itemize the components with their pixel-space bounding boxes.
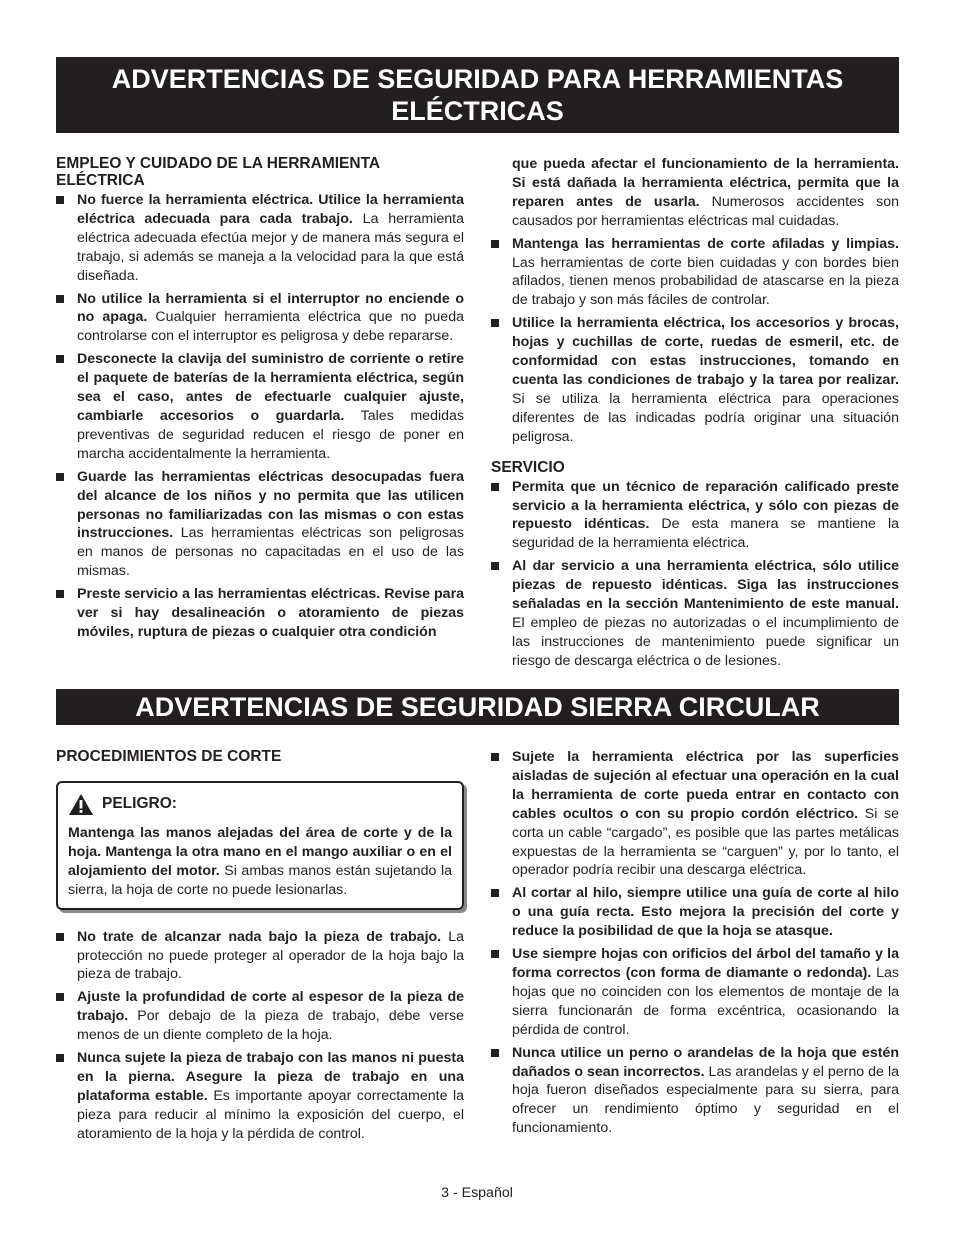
bullet-square-icon (491, 319, 499, 327)
page-footer: 3 - Español (441, 1185, 513, 1201)
bullet-square-icon (56, 473, 64, 481)
column-4 (491, 748, 899, 1142)
bullet-square-icon (491, 483, 499, 491)
tool-use-care-list (56, 191, 464, 642)
list-item: Al dar servicio a una herramienta eléctrica, sólo utilice piezas de repuesto idénticas. Siga las instrucciones señaladas en la sección Mantenimiento de este manual. El empleo de piezas no autorizadas o el incumplimiento de las instrucciones de mantenimiento puede significar un riesgo de descarga eléctrica o de lesiones. (491, 557, 899, 670)
list-item: No trate de alcanzar nada bajo la pieza de trabajo. La protección no puede proteger al operador de la hoja bajo la pieza de trabajo. (56, 928, 464, 985)
warning-triangle-icon (68, 793, 94, 816)
danger-warning-box (56, 781, 464, 910)
cutting-procedures-list (56, 928, 464, 1144)
bullet-square-icon (491, 1049, 499, 1057)
bullet-square-icon (56, 933, 64, 941)
bullet-square-icon (56, 355, 64, 363)
list-item: Ajuste la profundidad de corte al espesor de la pieza de trabajo. Por debajo de la pieza de trabajo, debe verse menos de un diente completo de la hoja. (56, 988, 464, 1045)
heading-cutting-procedures: PROCEDIMIENTOS DE CORTE (56, 748, 282, 765)
list-item: Use siempre hojas con orificios del árbol del tamaño y la forma correctos (con forma de diamante o redonda). Las hojas que no coinciden con los elementos de montaje de la sierra funcionarán de forma excéntrica, ocasionando la pérdida de control. (491, 945, 899, 1040)
heading-tool-use-care: EMPLEO Y CUIDADO DE LA HERRAMIENTA ELÉCTRICA (56, 155, 380, 189)
bullet-square-icon (56, 590, 64, 598)
list-item: Al cortar al hilo, siempre utilice una guía de corte al hilo o una guía recta. Esto mejora la precisión del corte y reduce la posibilidad de que la hoja se atasque. (491, 884, 899, 941)
heading-service: SERVICIO (491, 458, 565, 476)
warning-header (68, 793, 452, 816)
list-item: Desconecte la clavija del suministro de corriente o retire el paquete de baterías de la herramienta eléctrica, según sea el caso, antes de efectuarle cualquier ajuste, cambiarle accesorios o guardarla. Tales medidas preventivas de seguridad reducen el riesgo de poner en marcha accidentalmente la herramienta. (56, 350, 464, 463)
bullet-square-icon (56, 295, 64, 303)
column-1 (56, 155, 464, 646)
bullet-square-icon (491, 753, 499, 761)
list-item: No utilice la herramienta si el interruptor no enciende o no apaga. Cualquier herramienta eléctrica que no pueda controlarse con el interruptor es peligrosa y debe repararse. (56, 290, 464, 347)
warning-text: Mantenga las manos alejadas del área de corte y de la hoja. Mantenga la otra mano en el mango auxiliar o en el alojamiento del motor. Si ambas manos están sujetando la sierra, la hoja de corte no puede lesionarlas. (68, 825, 452, 898)
column-2 (491, 155, 899, 675)
cutting-procedures-list-continued (491, 748, 899, 1138)
bullet-square-icon (56, 196, 64, 204)
list-item: Nunca utilice un perno o arandelas de la hoja que estén dañados o sean incorrectos. Las arandelas y el perno de la hoja fueron diseñados especialmente para su sierra, para ofrecer un rendimiento óptimo y seguridad en el funcionamiento. (491, 1044, 899, 1139)
list-item: Sujete la herramienta eléctrica por las superficies aisladas de sujeción al efectuar una operación en la cual la herramienta de corte pueda entrar en contacto con cables ocultos o con su propio cordón eléctrico. Si se corta un cable “cargado”, es posible que las partes metálicas expuestas de la herramienta se “carguen” y, por lo tanto, el operador podría recibir una descarga eléctrica. (491, 748, 899, 880)
list-item: Utilice la herramienta eléctrica, los accesorios y brocas, hojas y cuchillas de corte, ruedas de esmeril, etc. de conformidad con estas instrucciones, tomando en cuenta las condiciones de trabajo y la tarea por realizar. Si se utiliza la herramienta eléctrica para operaciones diferentes de las indicadas podría originar una situación peligrosa. (491, 314, 899, 446)
tool-use-care-list-continued (491, 155, 899, 447)
list-item: No fuerce la herramienta eléctrica. Utilice la herramienta eléctrica adecuada para cada trabajo. La herramienta eléctrica adecuada efectúa mejor y de manera más segura el trabajo, si además se maneja a la velocidad para la que está diseñada. (56, 191, 464, 286)
list-item-continued: que pueda afectar el funcionamiento de la herramienta. Si está dañada la herramienta eléctrica, permita que la reparen antes de usarla. Numerosos accidentes son causados por herramientas eléctricas mal cuidadas. (512, 156, 899, 229)
bullet-square-icon (491, 889, 499, 897)
column-3 (56, 748, 464, 1148)
section-banner-power-tools: ADVERTENCIAS DE SEGURIDAD PARA HERRAMIENTAS ELÉCTRICAS (56, 57, 899, 133)
bullet-square-icon (491, 562, 499, 570)
warning-label: PELIGRO: (102, 795, 177, 813)
bullet-square-icon (56, 993, 64, 1001)
bullet-square-icon (491, 240, 499, 248)
list-item: Mantenga las herramientas de corte afiladas y limpias. Las herramientas de corte bien cuidadas y con bordes bien afilados, tienen menos probabilidad de atascarse en la pieza de trabajo y son más fáciles de controlar. (491, 235, 899, 311)
list-item: Nunca sujete la pieza de trabajo con las manos ni puesta en la pierna. Asegure la pieza de trabajo en una plataforma estable. Es importante apoyar correctamente la pieza para reducir al mínimo la exposición del cuerpo, el atoramiento de la hoja y la pérdida de control. (56, 1049, 464, 1144)
bullet-square-icon (491, 950, 499, 958)
list-item: Guarde las herramientas eléctricas desocupadas fuera del alcance de los niños y no permita que las utilicen personas no familiarizadas con las mismas o con estas instrucciones. Las herramientas eléctricas son peligrosas en manos de personas no capacitadas en el uso de las mismas. (56, 468, 464, 581)
list-item: Preste servicio a las herramientas eléctricas. Revise para ver si hay desalineación o atoramiento de piezas móviles, ruptura de piezas o cualquier otra condición (56, 585, 464, 642)
section-banner-circular-saw: ADVERTENCIAS DE SEGURIDAD SIERRA CIRCULAR (56, 689, 899, 725)
list-item: Permita que un técnico de reparación calificado preste servicio a la herramienta eléctrica, y sólo con piezas de repuesto idénticas. De esta manera se mantiene la seguridad de la herramienta eléctrica. (491, 478, 899, 554)
bullet-square-icon (56, 1054, 64, 1062)
service-list (491, 478, 899, 671)
